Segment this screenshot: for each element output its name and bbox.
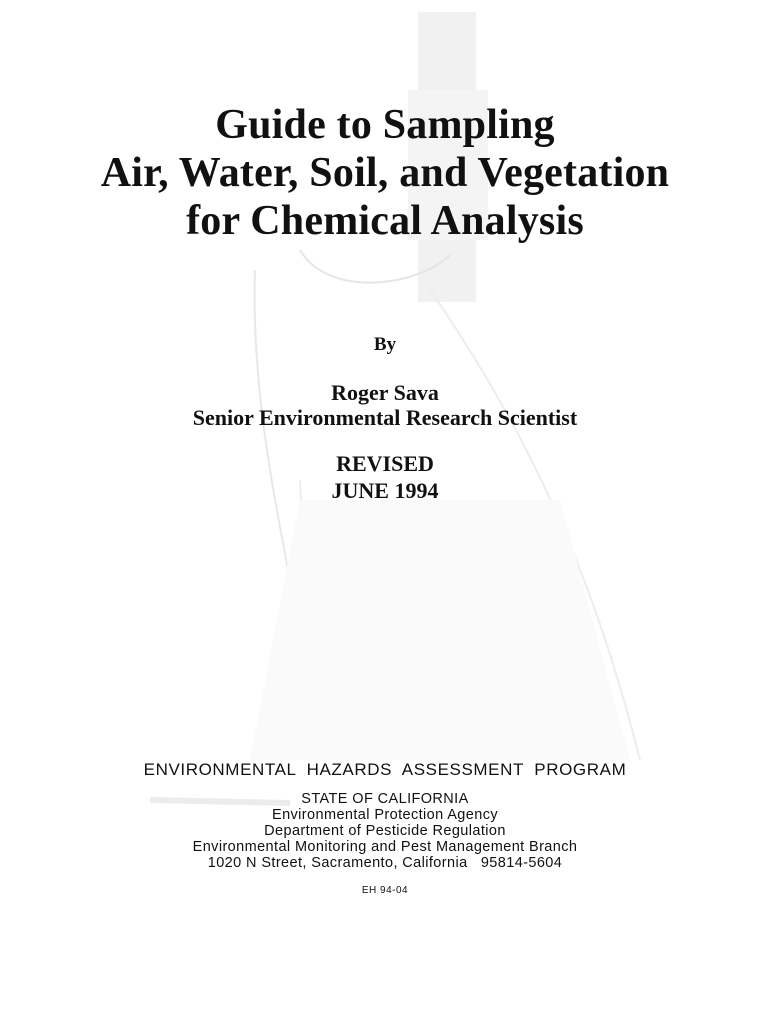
revised-label: REVISED — [336, 451, 434, 476]
address-line-branch: Environmental Monitoring and Pest Management Branch — [192, 839, 578, 855]
address-line-department: Department of Pesticide Regulation — [264, 823, 506, 839]
title-line-2: Air, Water, Soil, and Vegetation — [100, 150, 670, 196]
address-line-agency: Environmental Protection Agency — [272, 807, 498, 823]
title-line-1: Guide to Sampling — [215, 102, 555, 148]
author-position: Senior Environmental Research Scientist — [192, 405, 578, 430]
address-line-state: STATE OF CALIFORNIA — [301, 791, 469, 807]
document-id: EH 94-04 — [361, 885, 409, 896]
program-name: ENVIRONMENTAL HAZARDS ASSESSMENT PROGRAM — [143, 760, 627, 779]
revision-date: JUNE 1994 — [331, 478, 439, 503]
title-line-3: for Chemical Analysis — [186, 198, 584, 244]
address-line-street: 1020 N Street, Sacramento, California 95814-5604 — [207, 855, 563, 871]
by-label: By — [373, 334, 397, 355]
author-name: Roger Sava — [331, 380, 439, 405]
